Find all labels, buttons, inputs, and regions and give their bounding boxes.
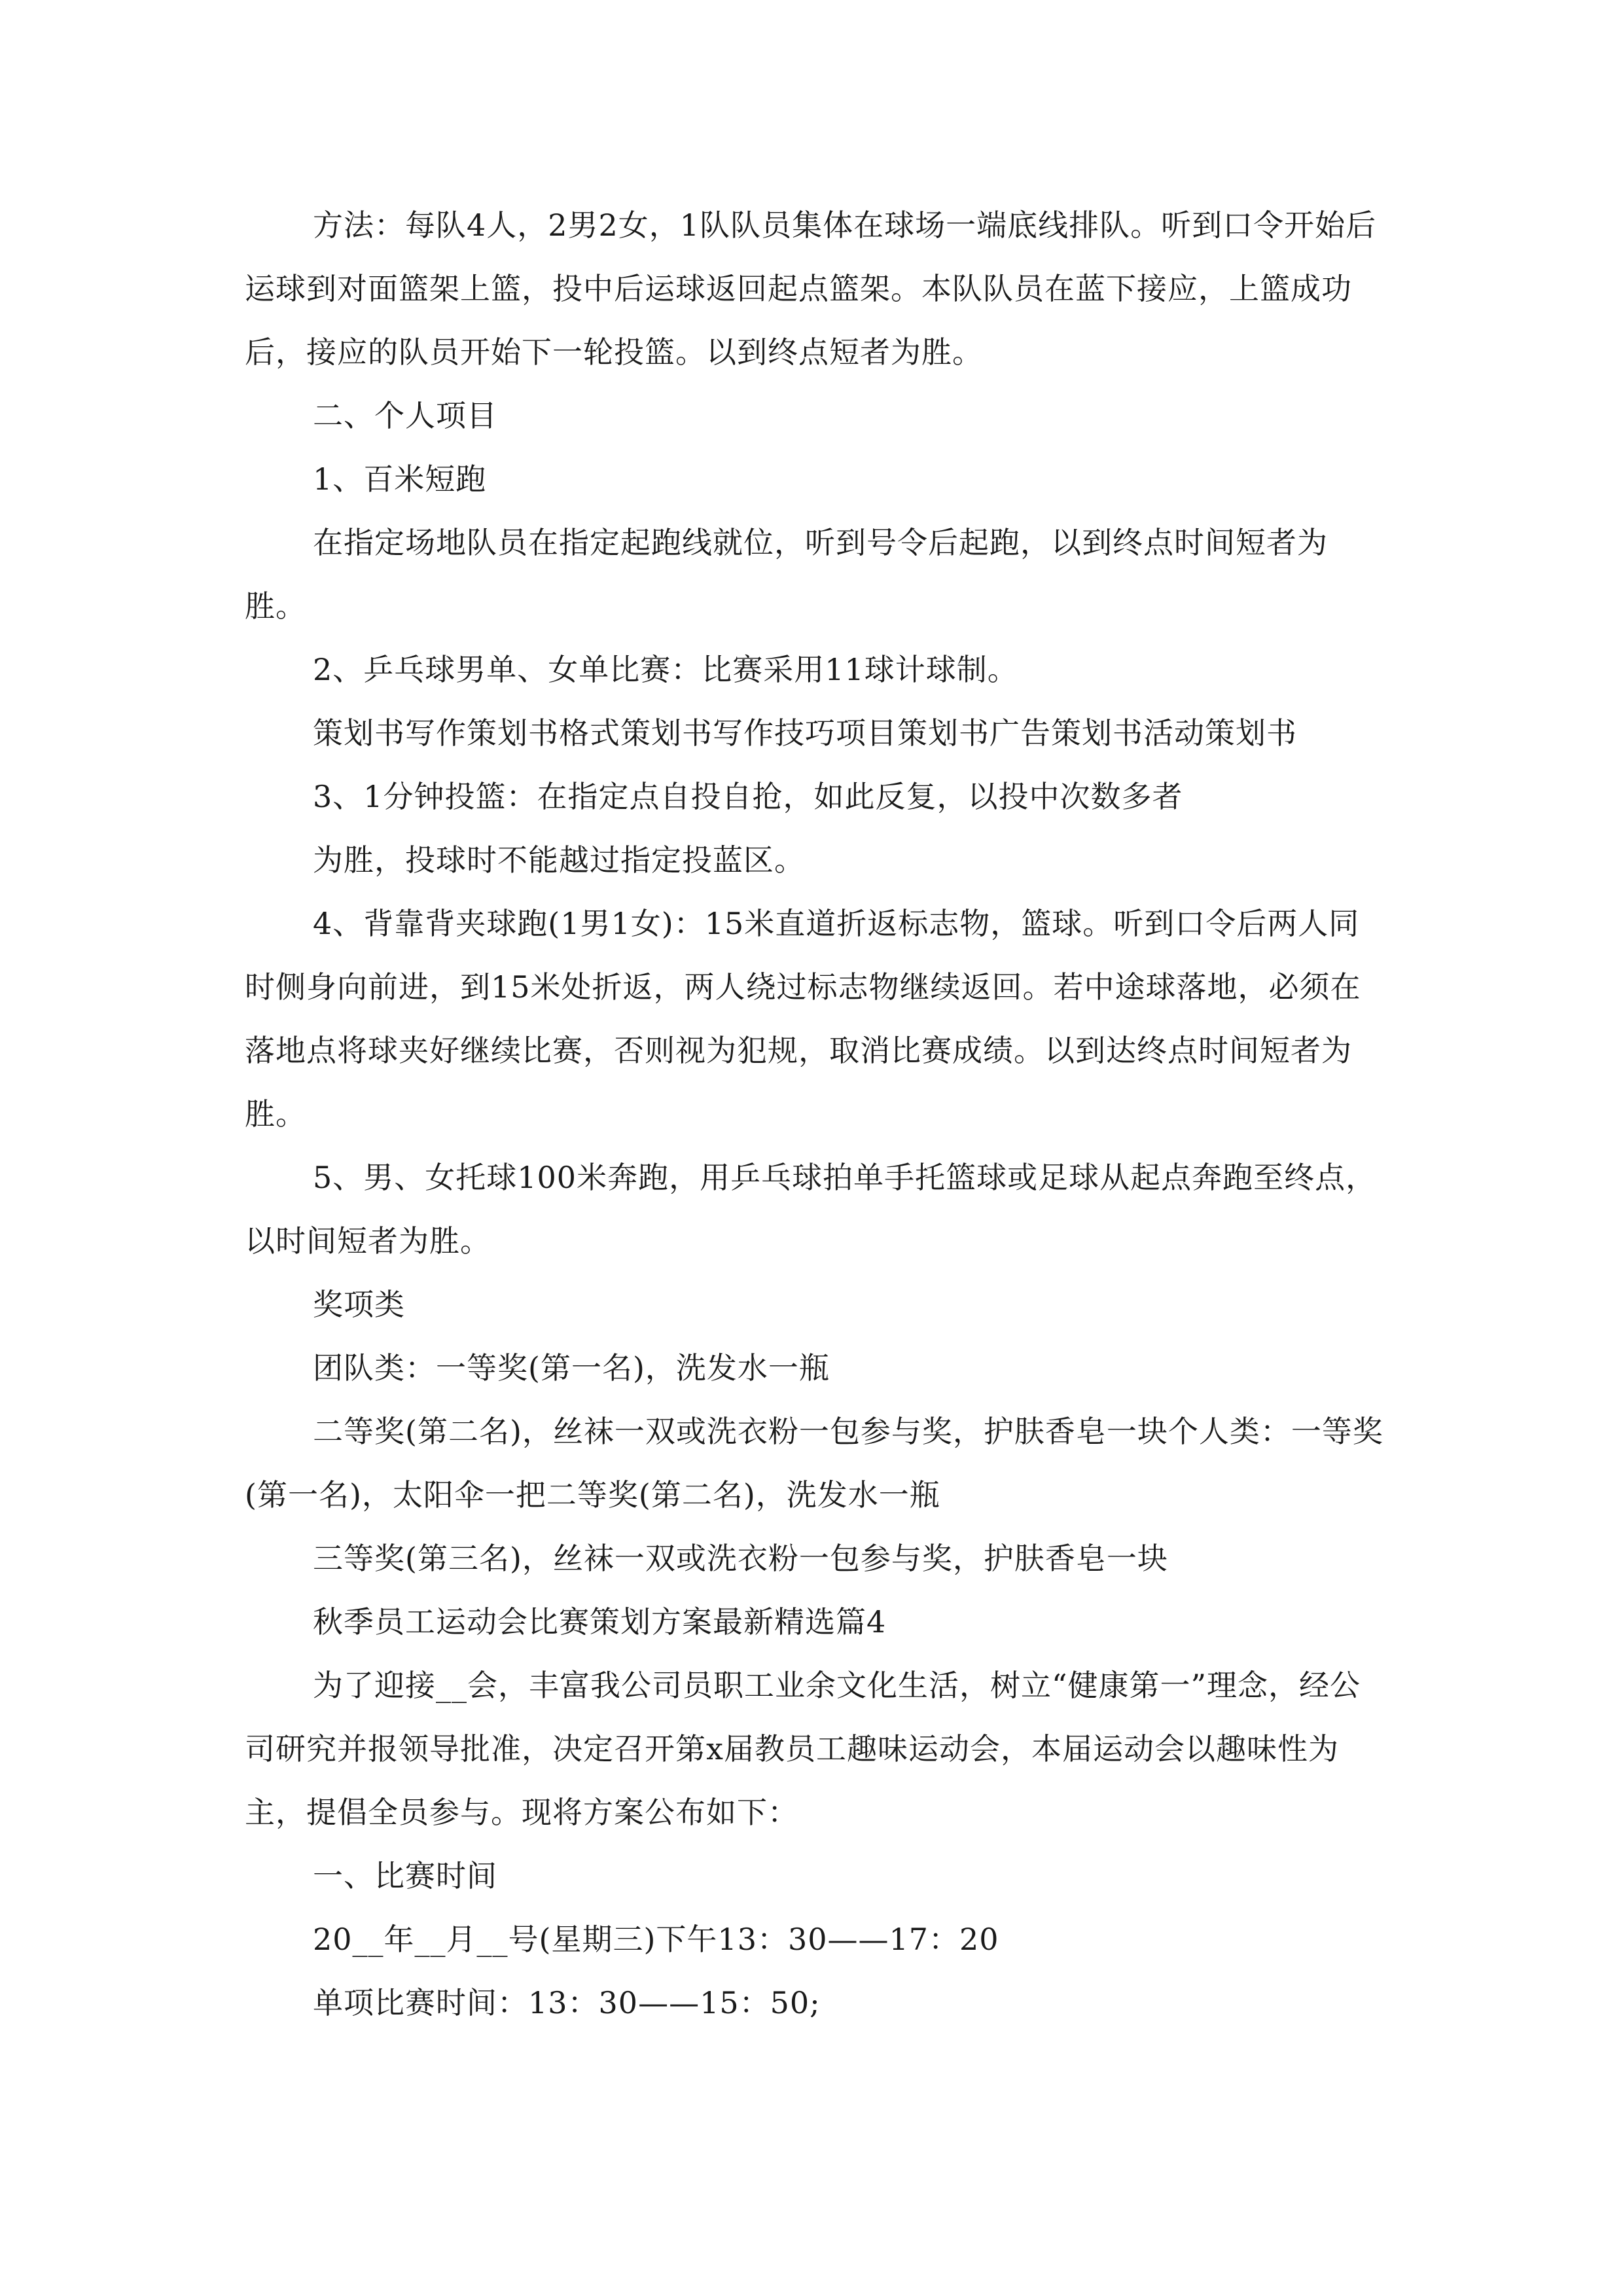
heading-competition-time: 一、比赛时间	[313, 1858, 497, 1893]
item-back-to-back-ball-run: 4、背靠背夹球跑(1男1女)：15米直道折返标志物，篮球。听到口令后两人同时侧身向前进，到15米处折返，两人绕过标志物继续返回。若中途球落地，必须在落地点将球夹好继续比赛，否则视为犯规，取消比赛成绩。以到达终点时间短者为胜。	[245, 906, 1361, 1132]
competition-date-time: 20__年__月__号(星期三)下午13：30——17：20	[313, 1922, 999, 1957]
paragraph-sprint-rules: 在指定场地队员在指定起跑线就位，听到号令后起跑，以到终点时间短者为胜。	[245, 525, 1328, 624]
awards-third: 三等奖(第三名)，丝袜一双或洗衣粉一包参与奖，护肤香皂一块	[313, 1541, 1168, 1576]
awards-team-first: 团队类：一等奖(第一名)，洗发水一瓶	[313, 1350, 830, 1386]
paragraph-method: 方法：每队4人，2男2女，1队队员集体在球场一端底线排队。听到口令开始后运球到对面篮架上篮，投中后运球返回起点篮架。本队队员在蓝下接应，上篮成功后，接应的队员开始下一轮投篮。以到终点短者为胜。	[245, 207, 1377, 370]
item-1min-shooting: 3、1分钟投篮：在指定点自投自抢，如此反复，以投中次数多者	[313, 779, 1183, 814]
item-table-tennis: 2、乒乓球男单、女单比赛：比赛采用11球计球制。	[313, 652, 1018, 687]
paragraph-planning-keywords: 策划书写作策划书格式策划书写作技巧项目策划书广告策划书活动策划书	[313, 715, 1297, 751]
single-event-time: 单项比赛时间：13：30——15：50;	[313, 1985, 821, 2020]
item-100m-sprint: 1、百米短跑	[313, 461, 487, 497]
item-ball-carry-run: 5、男、女托球100米奔跑，用乒乓球拍单手托篮球或足球从起点奔跑至终点，以时间短者为胜。	[245, 1160, 1377, 1259]
heading-awards: 奖项类	[313, 1287, 405, 1322]
document-body	[245, 194, 1383, 2035]
heading-individual-events: 二、个人项目	[313, 398, 497, 433]
awards-second-and-individual: 二等奖(第二名)，丝袜一双或洗衣粉一包参与奖，护肤香皂一块个人类：一等奖(第一名)，太阳伞一把二等奖(第二名)，洗发水一瓶	[245, 1414, 1383, 1513]
paragraph-introduction: 为了迎接__会，丰富我公司员职工业余文化生活，树立“健康第一”理念，经公司研究并报领导批准，决定召开第x届教员工趣味运动会，本届运动会以趣味性为主，提倡全员参与。现将方案公布如下：	[245, 1668, 1361, 1830]
section-title-plan-4: 秋季员工运动会比赛策划方案最新精选篇4	[313, 1604, 887, 1640]
paragraph-shooting-rules: 为胜，投球时不能越过指定投蓝区。	[313, 842, 805, 878]
